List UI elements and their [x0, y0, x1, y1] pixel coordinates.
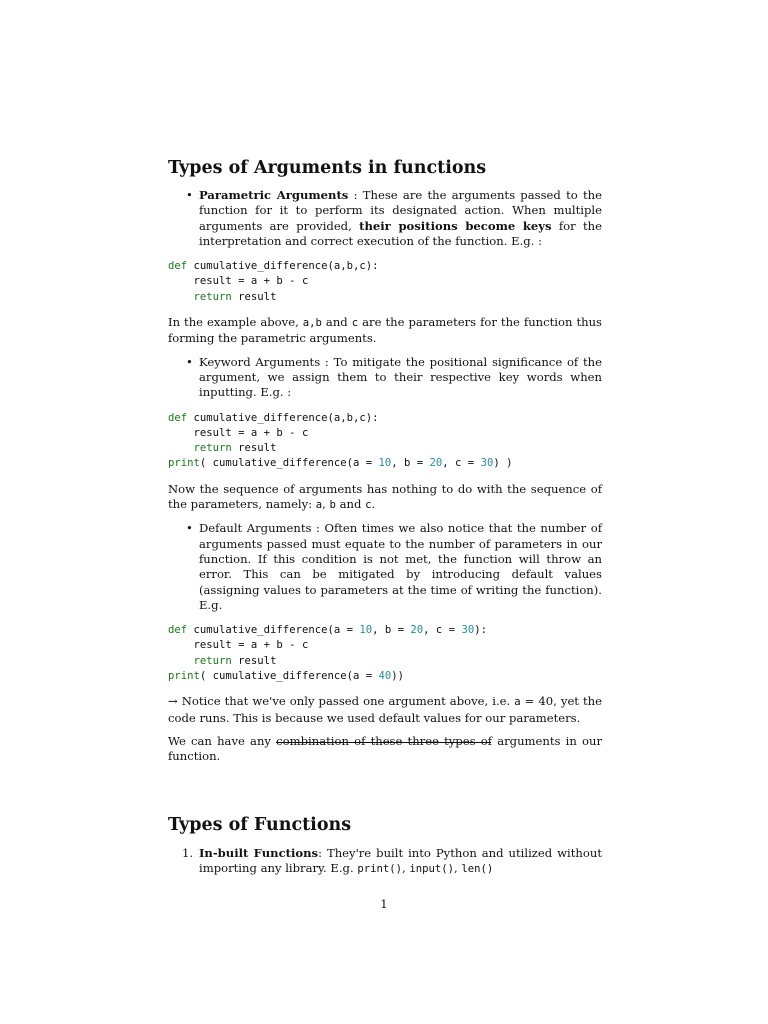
text: and [321, 315, 352, 330]
code-text: result = a + b - c [193, 275, 309, 288]
code-keyword: return [193, 290, 232, 303]
section-title-functions: Types of Functions [168, 814, 352, 835]
code-keyword: def [168, 624, 188, 637]
code-text: , b = [391, 457, 430, 470]
page-number: 1 [380, 897, 388, 911]
bullet-text: Keyword Arguments : To mitigate the positional significance of the argument, we assign them to their respective key words when inputting. E.g. : [199, 354, 602, 400]
term-parametric: Parametric Arguments [199, 188, 349, 202]
text: and [335, 497, 366, 512]
code-number: 20 [410, 624, 424, 637]
bullet-dot: • [186, 354, 193, 369]
code-number: 10 [378, 457, 392, 470]
code-text: , c = [442, 457, 481, 470]
bullet-list-keyword [168, 355, 602, 401]
inline-code: len() [461, 862, 494, 875]
code-keyword: print [168, 457, 200, 470]
list-number: 1. [182, 845, 194, 860]
section-title-arguments: Types of Arguments in functions [168, 158, 487, 178]
text: . [371, 497, 376, 512]
code-text: ) ) [493, 457, 513, 470]
code-text: ( cumulative_difference(a = [199, 670, 379, 683]
inline-code: print() [357, 862, 403, 875]
code-text: cumulative_difference(a,b,c): [187, 260, 379, 273]
text: , [322, 497, 330, 512]
text: = 40, yet the code runs. This is because we used default values for our parameters. [168, 694, 602, 725]
code-text: ): [474, 624, 487, 637]
text: , [454, 860, 462, 875]
code-keyword: def [168, 411, 188, 424]
bullet-text: Default Arguments : Often times we also notice that the number of arguments passed must equate to the number of parameters in our function. If this condition is not met, the function will throw an error. This can be mitigated by introducing default values (assigning values to parameters at the time of writing the function). E.g. [199, 521, 602, 612]
bullet-keyword-arguments [168, 355, 602, 401]
text: Now the sequence of arguments has nothing to do with the sequence of the parameters, namely: [168, 481, 602, 512]
code-text: result [231, 442, 277, 455]
code-number: 30 [461, 624, 475, 637]
list-item-inbuilt-functions [168, 846, 602, 878]
code-keyword: def [168, 260, 188, 273]
text: : They're built into Python and utilized without importing any library. E.g. [199, 845, 602, 875]
term-inbuilt: In-built Functions [199, 845, 319, 860]
inline-code: c [351, 317, 359, 330]
bullet-text-end: for the interpretation and correct execution of the function. E.g. : [199, 218, 602, 248]
section-divider [276, 742, 491, 743]
code-number: 20 [429, 457, 443, 470]
bullet-list-default [168, 521, 602, 613]
code-text: result [231, 654, 277, 667]
paragraph-example [168, 315, 602, 347]
inline-code: a [514, 696, 521, 709]
bullet-parametric-arguments [168, 188, 602, 249]
code-number: 40 [378, 670, 392, 683]
code-indent [168, 275, 194, 287]
inline-code: b [329, 499, 336, 512]
numbered-list-functions [168, 846, 602, 878]
page-content [168, 156, 602, 877]
paragraph-sequence [168, 482, 602, 514]
text: → Notice that we've only passed one argument above, i.e. [168, 694, 515, 709]
text: In the example above, [168, 315, 303, 330]
text: are the parameters for the function thus forming the parametric arguments. [168, 315, 603, 346]
code-text: , b = [372, 624, 411, 637]
bullet-dot: • [186, 188, 193, 202]
code-text: result [231, 290, 277, 303]
code-text: result = a + b - c [193, 426, 309, 439]
bullet-text: : These are the arguments passed to the function for it to perform its designated action. When multiple arguments are provided, [199, 188, 602, 233]
inline-code: a [315, 499, 323, 512]
code-indent [168, 291, 194, 303]
code-number: 30 [480, 457, 494, 470]
bullet-default-arguments [168, 521, 602, 613]
bold-phrase: their positions become keys [359, 218, 552, 233]
code-text: cumulative_difference(a,b,c): [187, 411, 379, 424]
code-text: )) [391, 670, 405, 683]
inline-code: a,b [302, 317, 322, 330]
code-keyword: print [168, 670, 200, 683]
code-block-1 [168, 259, 602, 305]
inline-code: input() [409, 862, 455, 875]
code-block-2 [168, 411, 602, 472]
code-block-3 [168, 623, 602, 684]
code-number: 10 [359, 624, 373, 637]
code-keyword: return [193, 442, 232, 455]
code-text: , c = [423, 624, 462, 637]
bullet-dot: • [186, 521, 193, 536]
code-text: result = a + b - c [193, 639, 309, 652]
code-keyword: return [193, 654, 232, 667]
code-text: ( cumulative_difference(a = [199, 457, 379, 470]
inline-code: c [365, 499, 372, 512]
text: , [402, 860, 410, 875]
paragraph-notice [168, 694, 602, 726]
code-text: cumulative_difference(a = [187, 624, 360, 637]
paragraph-combination: We can have any combination of these three types of arguments in our function. [168, 733, 602, 764]
bullet-list-parametric [168, 188, 602, 249]
